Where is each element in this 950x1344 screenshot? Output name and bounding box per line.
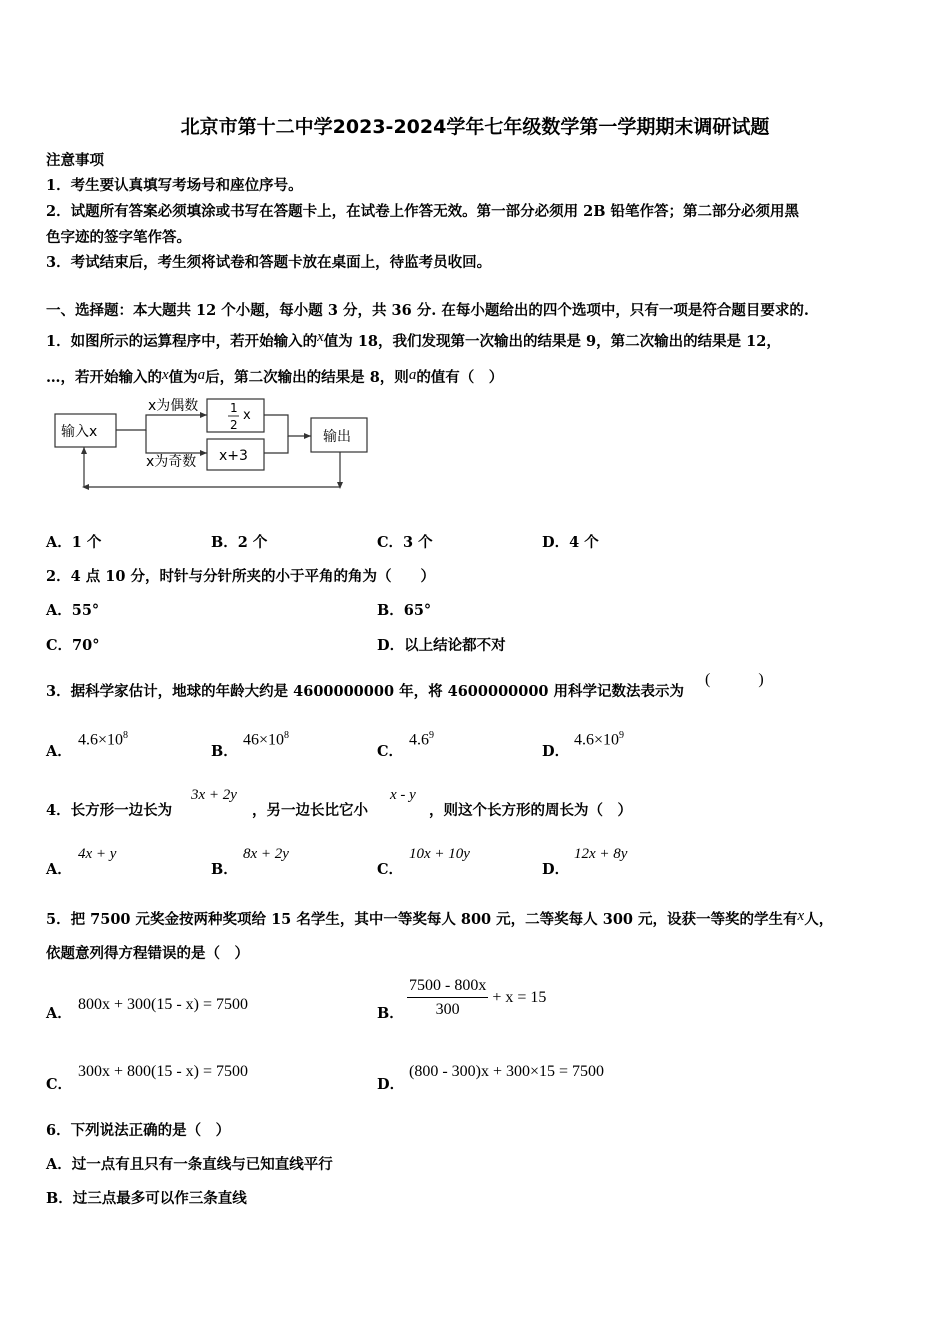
input-label: 输入x [61,424,98,440]
q6-option-a: A．过一点有且只有一条直线与已知直线平行 [46,1156,333,1173]
q2-option-c: C．70° [46,637,100,654]
q4-label-d: D． [542,861,570,878]
notice-item-1: 1．考生要认真填写考场号和座位序号。 [46,177,303,194]
half-numerator: 1 [230,401,238,415]
plus3-label: x+3 [219,448,248,464]
q5-option-a-value: 800x + 300(15 - x) = 7500 [78,996,249,1013]
q4-option-a-value: 4x + y [78,846,117,862]
q3-option-c-value: $4.6^9$ [409,730,434,749]
q2-option-d: D．以上结论都不对 [377,637,506,654]
q5-option-c-value: 300x + 800(15 - x) = 7500 [78,1063,249,1080]
question-1-line-1: 1．如图所示的运算程序中，若开始输入的x值为 18，我们发现第一次输出的结果是 9，第二次输出的结果是 12， [46,329,781,350]
question-1-line-2: …，若开始输入的x值为a后，第二次输出的结果是 8，则a的值有（ ） [46,367,504,386]
q5-label-a: A． [46,1005,72,1022]
even-label: x为偶数 [148,398,199,414]
q6-option-b: B．过三点最多可以作三条直线 [46,1190,247,1207]
odd-label: x为奇数 [146,454,197,470]
notice-item-2-cont: 色字迹的签字笔作答。 [46,229,191,246]
q4-option-c-value: 10x + 10y [409,846,470,862]
notice-heading: 注意事项 [46,152,104,169]
q5-label-d: D． [377,1076,405,1093]
q4-option-b-value: 8x + 2y [243,846,289,862]
q4-label-b: B． [211,861,238,878]
question-6-stem: 6．下列说法正确的是（ ） [46,1122,231,1139]
q2-option-a: A．55° [46,602,100,619]
q5-label-b: B． [377,1005,404,1022]
notice-item-3: 3．考试结束后，考生须将试卷和答题卡放在桌面上，待监考员收回。 [46,254,492,271]
q5-option-b-value: $\frac{7500 - 800x}{300}$ + x = 15 [409,977,547,1018]
q4-option-d-value: 12x + 8y [574,846,628,862]
half-denominator: 2 [230,418,238,432]
q1-option-a: A．1 个 [46,534,102,551]
section-heading: 一、选择题：本大题共 12 个小题，每小题 3 分，共 36 分. 在每小题给出的四个选项中，只有一项是符合题目要求的. [46,302,809,319]
half-x: x [243,408,251,423]
q3-option-a-value: $4.6\times 10^8$ [78,730,129,749]
q1-option-b: B．2 个 [211,534,268,551]
q2-option-b: B．65° [377,602,432,619]
q1-option-c: C．3 个 [377,534,433,551]
question-3-paren: ( ) [705,671,764,688]
q1-option-d: D．4 个 [542,534,599,551]
q3-label-c: C． [377,743,404,760]
flowchart-diagram [44,390,384,500]
question-5-line-1: 5．把 7500 元奖金按两种奖项给 15 名学生，其中一等奖每人 800 元，二等奖每人 300 元，设获一等奖的学生有x人， [46,908,834,928]
q4-label-a: A． [46,861,72,878]
page-title: 北京市第十二中学2023-2024学年七年级数学第一学期期末调研试题 [180,116,770,138]
q3-label-d: D． [542,743,570,760]
question-4-expr-1: 3x + 2y [191,787,237,803]
question-4-stem-a: 4．长方形一边长为 [46,802,173,819]
q3-label-b: B． [211,743,238,760]
q5-option-d-value: (800 - 300)x + 300×15 = 7500 [409,1063,605,1080]
q5-label-c: C． [46,1076,73,1093]
question-4-stem-c: ，则这个长方形的周长为（ ） [429,802,632,819]
q3-option-b-value: $46\times 10^8$ [243,730,290,749]
question-5-line-2: 依题意列得方程错误的是（ ） [46,945,249,962]
question-4-expr-2: x - y [390,787,416,803]
notice-item-2: 2．试题所有答案必须填涂或书写在答题卡上，在试卷上作答无效。第一部分必须用 2B 铅笔作答；第二部分必须用黑 [46,203,800,220]
question-4-stem-b: ，另一边长比它小 [252,802,368,819]
q3-label-a: A． [46,743,72,760]
question-3-stem: 3．据科学家估计，地球的年龄大约是 4600000000 年，将 4600000000 用科学记数法表示为 [46,683,685,700]
question-2-stem: 2．4 点 10 分，时针与分针所夹的小于平角的角为（ ） [46,568,435,585]
output-label: 输出 [323,429,351,445]
q4-label-c: C． [377,861,404,878]
q3-option-d-value: $4.6\times 10^9$ [574,730,625,749]
